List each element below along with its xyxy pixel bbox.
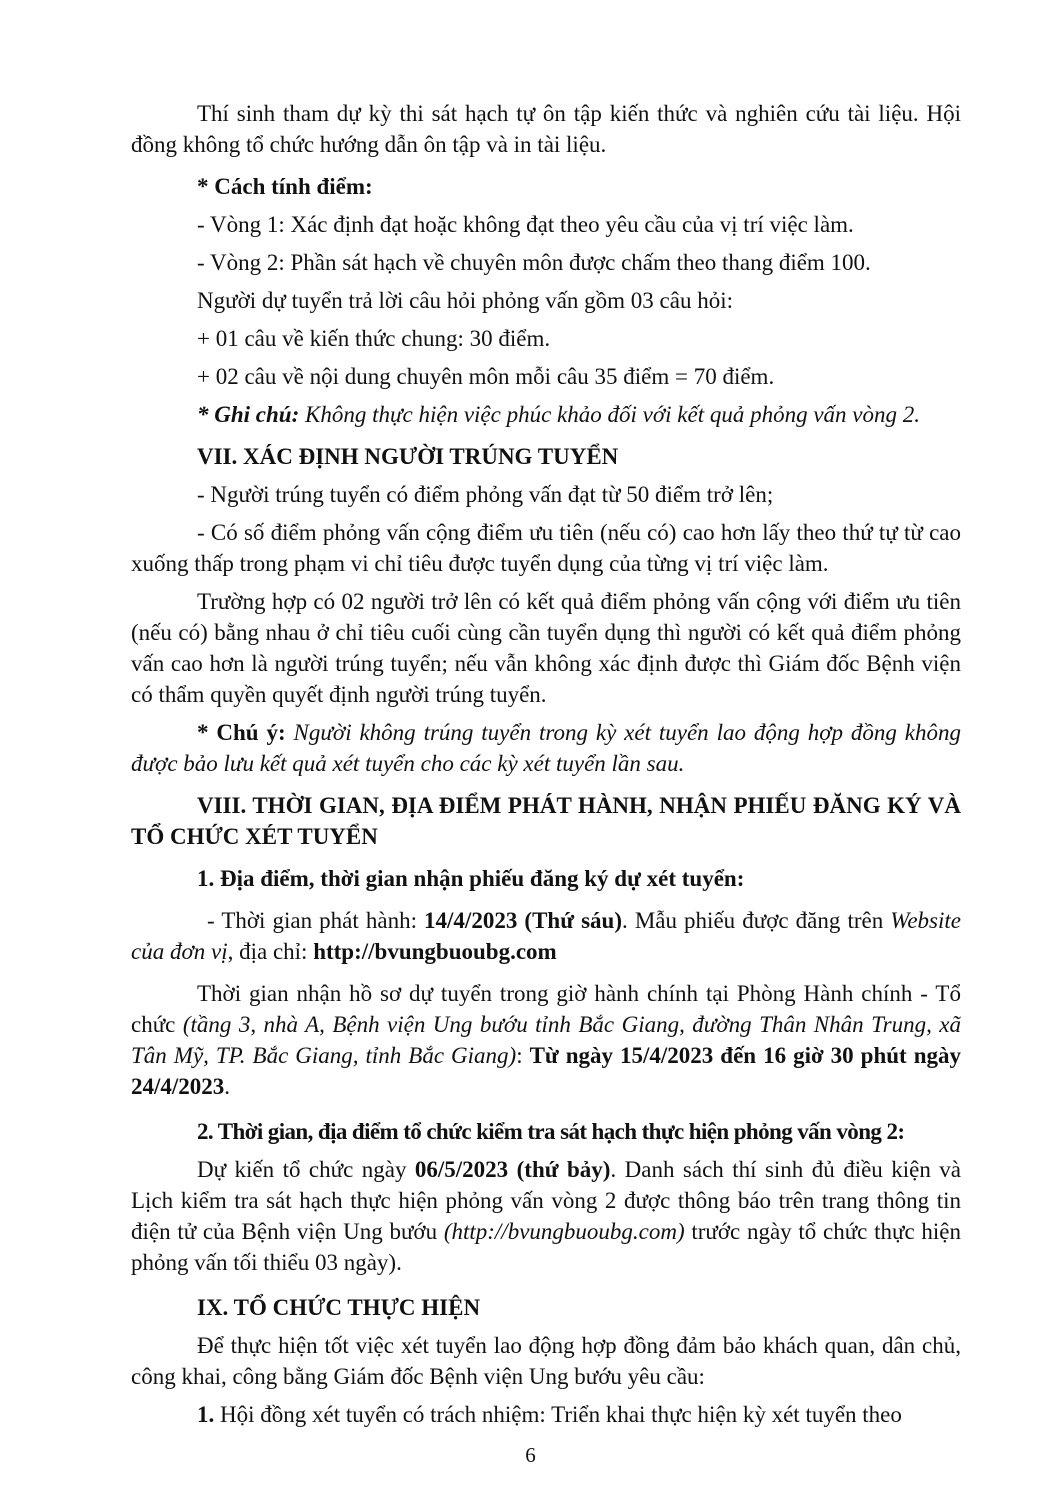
section8-heading: VIII. THỜI GIAN, ĐỊA ĐIỂM PHÁT HÀNH, NHẬN PHIẾU ĐĂNG KÝ VÀ TỔ CHỨC XÉT TUYỂN (131, 793, 961, 849)
section8-receive: Thời gian nhận hồ sơ dự tuyển trong giờ hành chính tại Phòng Hành chính - Tổ chức (tầng 3, nhà A, Bệnh viện Ung bướu tỉnh Bắc Giang, đường Thân Nhân Trung, xã Tân Mỹ, TP. Bắc Giang, tỉnh Bắc Giang): Từ ngày 15/4/2023 đến 16 giờ 30 phút ngày 24/4/2023. (131, 981, 961, 1099)
scoring-questions-intro: Người dự tuyển trả lời câu hỏi phỏng vấn gồm 03 câu hỏi: (197, 288, 733, 313)
section7-attention: * Chú ý: Người không trúng tuyển trong kỳ xét tuyển lao động hợp đồng không được bảo lưu kết quả xét tuyển cho các kỳ xét tuyển lần sau. (131, 720, 961, 776)
section8-sub1-heading: 1. Địa điểm, thời gian nhận phiếu đăng ký dự xét tuyển: (197, 866, 745, 891)
section8-release: - Thời gian phát hành: 14/4/2023 (Thứ sáu). Mẫu phiếu được đăng trên Website của đơn vị, địa chỉ: http://bvungbuoubg.com (131, 908, 961, 964)
section8-sub2-heading: 2. Thời gian, địa điểm tổ chức kiểm tra sát hạch thực hiện phỏng vấn vòng 2: (197, 1119, 905, 1144)
intro-paragraph: Thí sinh tham dự kỳ thi sát hạch tự ôn tập kiến thức và nghiên cứu tài liệu. Hội đồng không tổ chức hướng dẫn ôn tập và in tài liệu. (131, 101, 961, 157)
section9-intro: Để thực hiện tốt việc xét tuyển lao động hợp đồng đảm bảo khách quan, dân chủ, công khai, công bằng Giám đốc Bệnh viện Ung bướu yêu cầu: (131, 1333, 961, 1389)
section9-heading: IX. TỔ CHỨC THỰC HIỆN (197, 1295, 481, 1320)
scoring-specialty-questions: + 02 câu về nội dung chuyên môn mỗi câu 35 điểm = 70 điểm. (197, 364, 775, 389)
scoring-note: * Ghi chú: Không thực hiện việc phúc khảo đối với kết quả phỏng vấn vòng 2. (197, 402, 921, 427)
scoring-general-question: + 01 câu về kiến thức chung: 30 điểm. (197, 326, 551, 351)
section7-tie-rule: Trường hợp có 02 người trở lên có kết quả điểm phỏng vấn cộng với điểm ưu tiên (nếu có) bằng nhau ở chỉ tiêu cuối cùng cần tuyển dụng thì người có kết quả điểm phỏng vấn cao hơn là người trúng tuyển; nếu vẫn không xác định được thì Giám đốc Bệnh viện có thẩm quyền quyết định người trúng tuyển. (131, 589, 961, 707)
section8-exam: Dự kiến tổ chức ngày 06/5/2023 (thứ bảy). Danh sách thí sinh đủ điều kiện và Lịch kiểm tra sát hạch thực hiện phỏng vấn vòng 2 được thông báo trên trang thông tin điện tử của Bệnh viện Ung bướu (http://bvungbuoubg.com) trước ngày tổ chức thực hiện phỏng vấn tối thiểu 03 ngày). (131, 1157, 961, 1275)
section7-item1: - Người trúng tuyển có điểm phỏng vấn đạt từ 50 điểm trở lên; (197, 482, 774, 507)
scoring-round1: - Vòng 1: Xác định đạt hoặc không đạt theo yêu cầu của vị trí việc làm. (197, 212, 854, 237)
section7-heading: VII. XÁC ĐỊNH NGƯỜI TRÚNG TUYỂN (197, 444, 619, 469)
page-content (131, 98, 961, 1430)
page-number: 6 (525, 1443, 536, 1467)
scoring-round2: - Vòng 2: Phần sát hạch về chuyên môn được chấm theo thang điểm 100. (197, 250, 871, 275)
scoring-heading: * Cách tính điểm: (197, 174, 373, 199)
section7-item2: - Có số điểm phỏng vấn cộng điểm ưu tiên (nếu có) cao hơn lấy theo thứ tự từ cao xuống thấp trong phạm vi chỉ tiêu được tuyển dụng của từng vị trí việc làm. (131, 520, 961, 576)
section9-item1: 1. Hội đồng xét tuyển có trách nhiệm: Triển khai thực hiện kỳ xét tuyển theo (197, 1402, 902, 1427)
